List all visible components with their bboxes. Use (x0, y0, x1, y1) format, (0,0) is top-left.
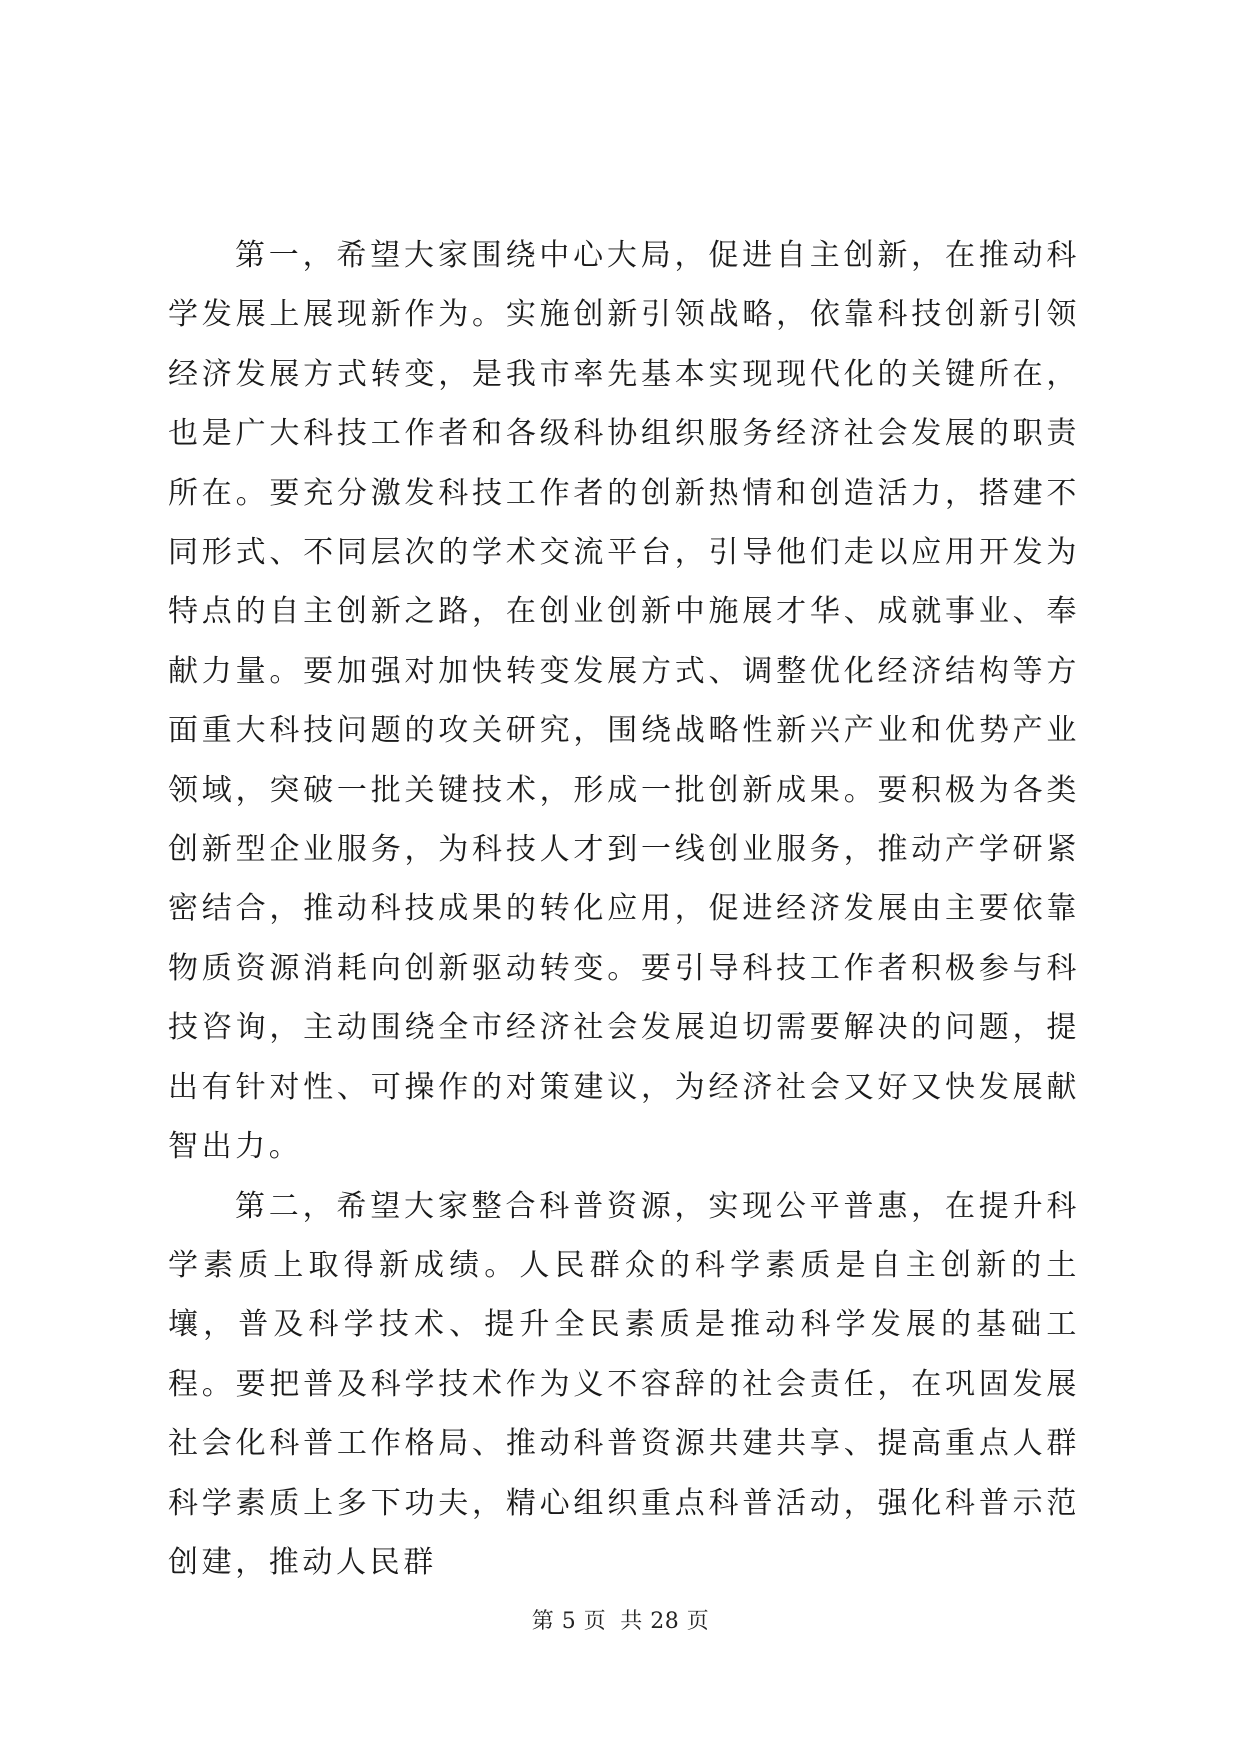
page-total: 共 28 页 (620, 1609, 710, 1634)
page-footer (0, 1607, 1241, 1637)
paragraph-2: 第二，希望大家整合科普资源，实现公平普惠，在提升科学素质上取得新成绩。人民群众的科学素质是自主创新的土壤，普及科学技术、提升全民素质是推动科学发展的基础工程。要把普及科学技术作为义不容辞的社会责任，在巩固发展社会化科普工作格局、推动科普资源共建共享、提高重点人群科学素质上多下功夫，精心组织重点科普活动，强化科普示范创建，推动人民群 (168, 1188, 1080, 1580)
page-number: 第 5 页 (531, 1609, 607, 1634)
document-body (168, 226, 1080, 1592)
paragraph-1: 第一，希望大家围绕中心大局，促进自主创新，在推动科学发展上展现新作为。实施创新引领战略，依靠科技创新引领经济发展方式转变，是我市率先基本实现现代化的关键所在，也是广大科技工作者和各级科协组织服务经济社会发展的职责所在。要充分激发科技工作者的创新热情和创造活力，搭建不同形式、不同层次的学术交流平台，引导他们走以应用开发为特点的自主创新之路，在创业创新中施展才华、成就事业、奉献力量。要加强对加快转变发展方式、调整优化经济结构等方面重大科技问题的攻关研究，围绕战略性新兴产业和优势产业领域，突破一批关键技术，形成一批创新成果。要积极为各类创新型企业服务，为科技人才到一线创业服务，推动产学研紧密结合，推动科技成果的转化应用，促进经济发展由主要依靠物质资源消耗向创新驱动转变。要引导科技工作者积极参与科技咨询，主动围绕全市经济社会发展迫切需要解决的问题，提出有针对性、可操作的对策建议，为经济社会又好又快发展献智出力。 (168, 238, 1080, 1165)
